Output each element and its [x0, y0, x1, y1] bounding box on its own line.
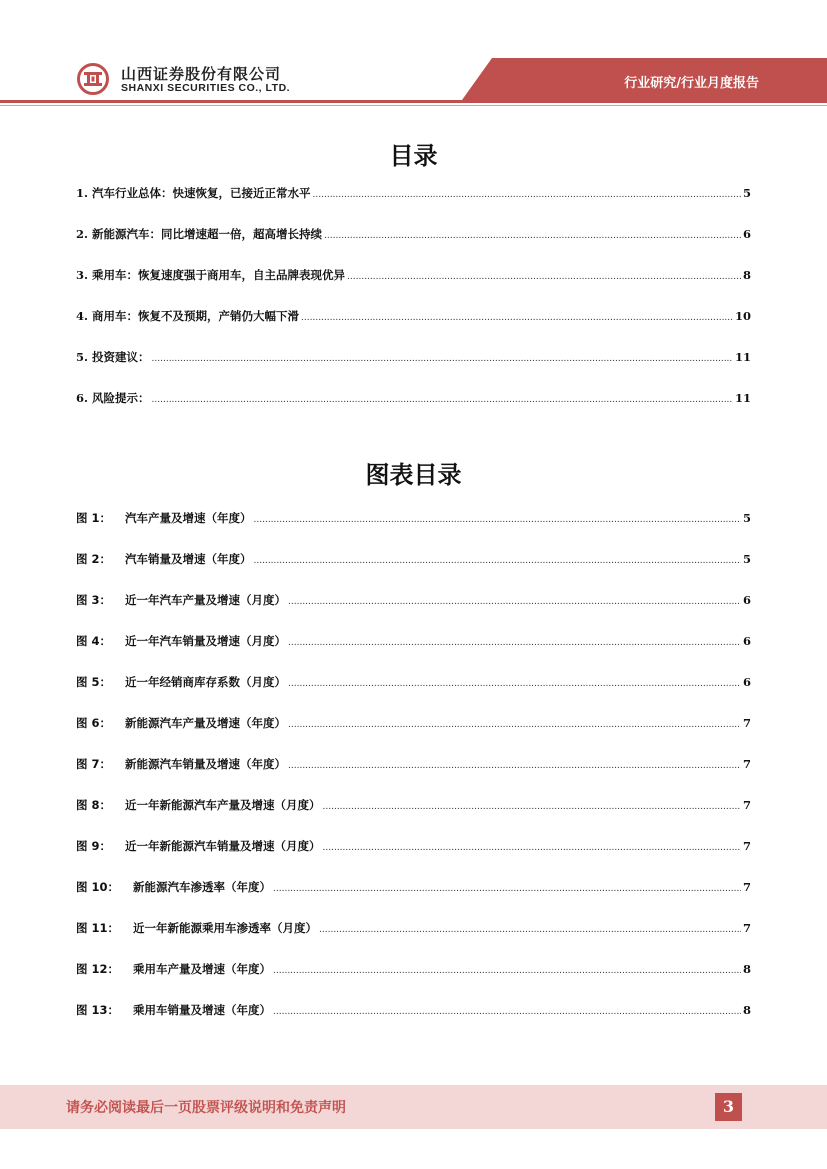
figure-item-page: 8 — [742, 962, 751, 976]
toc-item-label: 新能源汽车：同比增速超一倍，超高增长持续 — [92, 227, 323, 241]
figure-item[interactable] — [76, 551, 751, 592]
dot-leader — [152, 354, 733, 364]
figure-item[interactable] — [76, 920, 751, 961]
dot-leader — [301, 313, 733, 323]
dot-leader — [288, 638, 741, 648]
figure-item-page: 6 — [742, 634, 751, 648]
toc-item-page: 6 — [742, 227, 751, 241]
figure-item[interactable] — [76, 756, 751, 797]
figure-item-label: 图 6： — [76, 716, 112, 730]
figure-item[interactable] — [76, 879, 751, 920]
toc-item[interactable] — [76, 349, 751, 390]
dot-leader — [323, 843, 741, 853]
dot-leader — [288, 597, 741, 607]
figure-item[interactable] — [76, 674, 751, 715]
header-divider-thin — [0, 105, 827, 106]
toc-item-page: 11 — [734, 391, 751, 405]
figure-item-title: 近一年汽车销量及增速（月度） — [125, 634, 287, 648]
dot-leader — [273, 884, 741, 894]
figure-item-title: 汽车产量及增速（年度） — [125, 511, 252, 525]
toc-item-label: 风险提示： — [92, 391, 150, 405]
figure-item-title: 新能源汽车产量及增速（年度） — [125, 716, 287, 730]
dot-leader — [273, 1007, 741, 1017]
figure-item-page: 7 — [742, 798, 751, 812]
dot-leader — [254, 556, 741, 566]
figures-title: 图表目录 — [365, 461, 462, 489]
figure-item-label: 图 13： — [76, 1003, 120, 1017]
toc-item-page: 8 — [742, 268, 751, 282]
figure-item-page: 5 — [742, 511, 751, 525]
dot-leader — [313, 190, 741, 200]
figure-item-title: 新能源汽车渗透率（年度） — [133, 880, 272, 894]
toc-list — [76, 185, 751, 431]
figure-item-title: 近一年新能源乘用车渗透率（月度） — [133, 921, 318, 935]
figure-item[interactable] — [76, 633, 751, 674]
company-name-cn: 山西证券股份有限公司 — [121, 65, 282, 83]
toc-item-label: 商用车：恢复不及预期，产销仍大幅下滑 — [92, 309, 300, 323]
figure-item[interactable] — [76, 961, 751, 1002]
figure-item-label: 图 9： — [76, 839, 112, 853]
dot-leader — [288, 761, 741, 771]
figure-item-title: 近一年汽车产量及增速（月度） — [125, 593, 287, 607]
dot-leader — [254, 515, 741, 525]
company-name-en: SHANXI SECURITIES CO., LTD. — [121, 82, 291, 94]
figure-item[interactable] — [76, 592, 751, 633]
figure-item-label: 图 4： — [76, 634, 112, 648]
toc-item-number: 2. — [76, 227, 89, 241]
figure-item-title: 汽车销量及增速（年度） — [125, 552, 252, 566]
toc-item[interactable] — [76, 267, 751, 308]
toc-item-label: 投资建议： — [92, 350, 150, 364]
figure-item-label: 图 5： — [76, 675, 112, 689]
toc-item[interactable] — [76, 390, 751, 431]
toc-item[interactable] — [76, 226, 751, 267]
figure-item-page: 7 — [742, 716, 751, 730]
figure-item-page: 7 — [742, 921, 751, 935]
toc-item[interactable] — [76, 308, 751, 349]
toc-item-page: 5 — [742, 186, 751, 200]
dot-leader — [152, 395, 733, 405]
toc-item-page: 11 — [734, 350, 751, 364]
figure-item-title: 乘用车销量及增速（年度） — [133, 1003, 272, 1017]
figure-list — [76, 510, 751, 1043]
figure-item-label: 图 12： — [76, 962, 120, 976]
dot-leader — [323, 802, 741, 812]
dot-leader — [347, 272, 741, 282]
figure-item-label: 图 7： — [76, 757, 112, 771]
toc-item-number: 3. — [76, 268, 89, 282]
figure-item-page: 6 — [742, 593, 751, 607]
toc-title: 目录 — [389, 142, 438, 170]
figure-item[interactable] — [76, 715, 751, 756]
figure-item-page: 5 — [742, 552, 751, 566]
dot-leader — [324, 231, 741, 241]
figure-item-page: 6 — [742, 675, 751, 689]
figure-item-page: 7 — [742, 880, 751, 894]
figure-item-label: 图 10： — [76, 880, 120, 894]
figure-item-page: 8 — [742, 1003, 751, 1017]
toc-item-page: 10 — [734, 309, 751, 323]
toc-item-number: 1. — [76, 186, 89, 200]
figure-item-title: 乘用车产量及增速（年度） — [133, 962, 272, 976]
toc-item-number: 4. — [76, 309, 89, 323]
figure-item-label: 图 3： — [76, 593, 112, 607]
figure-item-title: 近一年新能源汽车销量及增速（月度） — [125, 839, 321, 853]
figure-item-page: 7 — [742, 839, 751, 853]
figure-item-title: 近一年新能源汽车产量及增速（月度） — [125, 798, 321, 812]
dot-leader — [288, 720, 741, 730]
toc-item-label: 汽车行业总体：快速恢复，已接近正常水平 — [92, 186, 311, 200]
dot-leader — [273, 966, 741, 976]
toc-item-number: 6. — [76, 391, 89, 405]
toc-item-label: 乘用车：恢复速度强于商用车，自主品牌表现优异 — [92, 268, 346, 282]
figure-item-label: 图 11： — [76, 921, 120, 935]
figure-item[interactable] — [76, 1002, 751, 1043]
figure-item-label: 图 2： — [76, 552, 112, 566]
figure-item[interactable] — [76, 510, 751, 551]
dot-leader — [288, 679, 741, 689]
disclaimer-text: 请务必阅读最后一页股票评级说明和免责声明 — [66, 1100, 346, 1116]
header-divider — [0, 100, 827, 103]
toc-item-number: 5. — [76, 350, 89, 364]
dot-leader — [319, 925, 741, 935]
figure-item[interactable] — [76, 838, 751, 879]
page-number-badge: 3 — [715, 1093, 742, 1121]
report-type-label: 行业研究/行业月度报告 — [624, 76, 759, 91]
company-logo-icon — [77, 63, 109, 95]
figure-item-label: 图 1： — [76, 511, 112, 525]
figure-item-label: 图 8： — [76, 798, 112, 812]
figure-item[interactable] — [76, 797, 751, 838]
figure-item-page: 7 — [742, 757, 751, 771]
page-header — [0, 0, 827, 110]
figure-item-title: 近一年经销商库存系数（月度） — [125, 675, 287, 689]
figure-item-title: 新能源汽车销量及增速（年度） — [125, 757, 287, 771]
toc-item[interactable] — [76, 185, 751, 226]
